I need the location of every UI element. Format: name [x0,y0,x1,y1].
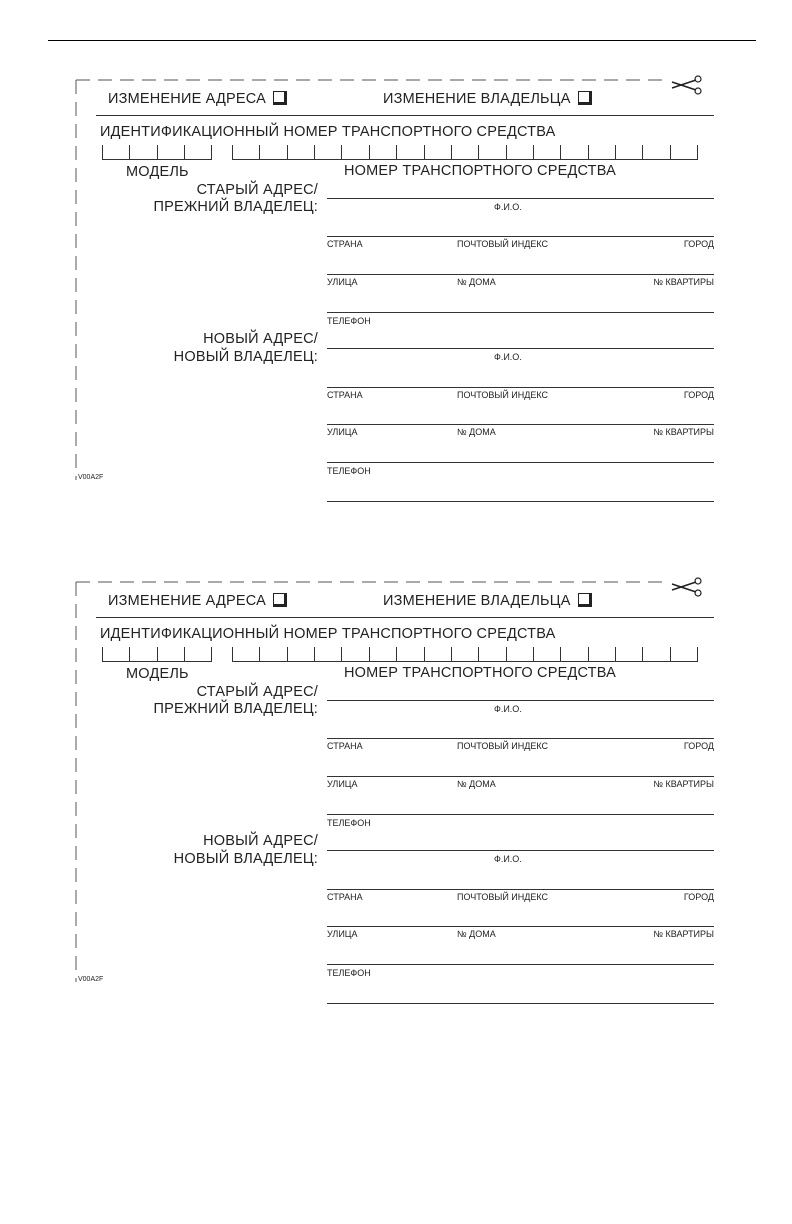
old-house-caption: № ДОМА [457,779,496,789]
form-code: V00A2F [78,474,104,481]
vin-cells[interactable] [232,647,698,662]
header-divider [96,617,714,618]
new-phone-caption: ТЕЛЕФОН [327,968,371,978]
new-fio-line[interactable] [327,348,714,349]
change-owner-label: ИЗМЕНЕНИЕ ВЛАДЕЛЬЦА [383,593,571,609]
old-apartment-caption: № КВАРТИРЫ [653,779,714,789]
old-fio-line[interactable] [327,198,714,199]
vin-cells[interactable] [232,145,698,160]
header-divider [96,115,714,116]
old-fio-caption: Ф.И.О. [494,704,522,714]
vin-label: ИДЕНТИФИКАЦИОННЫЙ НОМЕР ТРАНСПОРТНОГО СРЕДСТВА [100,124,556,140]
new-apartment-caption: № КВАРТИРЫ [653,929,714,939]
old-fio-line[interactable] [327,700,714,701]
old-address-label-1: СТАРЫЙ АДРЕС/ [196,684,318,700]
new-city-caption: ГОРОД [683,390,714,400]
new-house-caption: № ДОМА [457,929,496,939]
new-street-line[interactable] [327,926,714,927]
old-address-label-1: СТАРЫЙ АДРЕС/ [196,182,318,198]
change-address-label: ИЗМЕНЕНИЕ АДРЕСА [108,91,267,107]
page-top-rule [48,40,756,41]
bottom-line [327,1003,714,1004]
new-apartment-caption: № КВАРТИРЫ [653,427,714,437]
new-street-caption: УЛИЦА [327,929,358,939]
change-owner-checkbox[interactable] [578,593,592,607]
new-phone-caption: ТЕЛЕФОН [327,466,371,476]
new-postcode-caption: ПОЧТОВЫЙ ИНДЕКС [457,892,549,902]
scissors-icon [670,576,704,598]
model-cells[interactable] [102,145,212,160]
old-street-caption: УЛИЦА [327,779,358,789]
new-street-caption: УЛИЦА [327,427,358,437]
scissors-icon [670,74,704,96]
new-house-caption: № ДОМА [457,427,496,437]
old-phone-line[interactable] [327,312,714,313]
old-city-caption: ГОРОД [683,741,714,751]
old-fio-caption: Ф.И.О. [494,202,522,212]
old-street-caption: УЛИЦА [327,277,358,287]
new-country-caption: СТРАНА [327,390,363,400]
model-label: МОДЕЛЬ [126,666,189,682]
new-phone-line[interactable] [327,462,714,463]
new-country-line[interactable] [327,387,714,388]
new-postcode-caption: ПОЧТОВЫЙ ИНДЕКС [457,390,549,400]
new-country-caption: СТРАНА [327,892,363,902]
bottom-line [327,501,714,502]
form-code: V00A2F [78,976,104,983]
old-postcode-caption: ПОЧТОВЫЙ ИНДЕКС [457,239,549,249]
old-phone-caption: ТЕЛЕФОН [327,818,371,828]
old-country-caption: СТРАНА [327,239,363,249]
old-street-line[interactable] [327,274,714,275]
old-phone-line[interactable] [327,814,714,815]
vehicle-number-label: НОМЕР ТРАНСПОРТНОГО СРЕДСТВА [344,163,616,179]
change-owner-label: ИЗМЕНЕНИЕ ВЛАДЕЛЬЦА [383,91,571,107]
new-fio-line[interactable] [327,850,714,851]
old-city-caption: ГОРОД [683,239,714,249]
old-house-caption: № ДОМА [457,277,496,287]
new-address-label-1: НОВЫЙ АДРЕС/ [203,833,318,849]
old-address-label-2: ПРЕЖНИЙ ВЛАДЕЛЕЦ: [153,199,318,215]
new-street-line[interactable] [327,424,714,425]
new-city-caption: ГОРОД [683,892,714,902]
old-apartment-caption: № КВАРТИРЫ [653,277,714,287]
new-fio-caption: Ф.И.О. [494,352,522,362]
old-country-line[interactable] [327,738,714,739]
change-form-2 [0,574,792,1014]
old-postcode-caption: ПОЧТОВЫЙ ИНДЕКС [457,741,549,751]
new-phone-line[interactable] [327,964,714,965]
old-street-line[interactable] [327,776,714,777]
new-address-label-1: НОВЫЙ АДРЕС/ [203,331,318,347]
model-label: МОДЕЛЬ [126,164,189,180]
new-address-label-2: НОВЫЙ ВЛАДЕЛЕЦ: [173,851,318,867]
old-address-label-2: ПРЕЖНИЙ ВЛАДЕЛЕЦ: [153,701,318,717]
new-country-line[interactable] [327,889,714,890]
change-address-label: ИЗМЕНЕНИЕ АДРЕСА [108,593,267,609]
change-form-1 [0,72,792,512]
vehicle-number-label: НОМЕР ТРАНСПОРТНОГО СРЕДСТВА [344,665,616,681]
model-cells[interactable] [102,647,212,662]
vin-label: ИДЕНТИФИКАЦИОННЫЙ НОМЕР ТРАНСПОРТНОГО СРЕДСТВА [100,626,556,642]
old-country-caption: СТРАНА [327,741,363,751]
change-owner-checkbox[interactable] [578,91,592,105]
new-fio-caption: Ф.И.О. [494,854,522,864]
change-address-checkbox[interactable] [273,91,287,105]
change-address-checkbox[interactable] [273,593,287,607]
old-phone-caption: ТЕЛЕФОН [327,316,371,326]
old-country-line[interactable] [327,236,714,237]
new-address-label-2: НОВЫЙ ВЛАДЕЛЕЦ: [173,349,318,365]
